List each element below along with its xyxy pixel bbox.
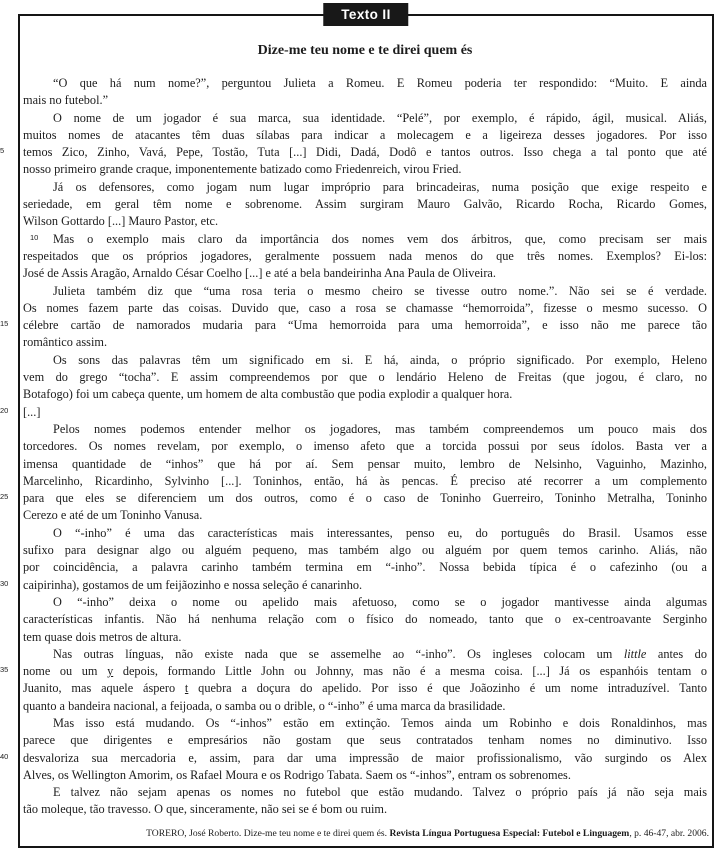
- text-line: [23, 386, 707, 403]
- text-line: [23, 283, 707, 300]
- text-segment: sufixo para designar algo ou alguém pequeno, mas também algo ou alguém por quem temos carinho. Aliás, não: [23, 543, 707, 558]
- text-line: [23, 438, 707, 455]
- text-frame: [0, 7, 714, 848]
- text-segment: Mas o exemplo mais claro da importância dos nomes vem dos árbitros, que, como precisam ser mais: [53, 231, 707, 246]
- text-segment: Marcelinho, Ricardinho, Sylvinho [...]. Toninhos, então, há às pencas. É preciso até recorrer a um complemento: [23, 473, 707, 488]
- text-line: [0, 404, 707, 421]
- text-line: [23, 767, 707, 784]
- text-line: [0, 317, 707, 334]
- text-segment: Pelos nomes podemos entender melhor os jogadores, mas também compreendemos um pouco mais dos: [53, 421, 707, 436]
- text-line: [23, 265, 707, 282]
- text-segment: tem quase dois metros de altura.: [23, 629, 182, 644]
- source-citation: [146, 828, 709, 840]
- text-segment: tão moleque, tão travesso. O que, sinceramente, não sei se é bom ou ruim.: [23, 802, 388, 817]
- text-line: [23, 594, 707, 611]
- text-segment: quanto a bandeira nacional, a feijoada, o samba ou o drible, o “-inho” é uma marca da brasilidade.: [23, 698, 506, 713]
- text-line: [23, 334, 707, 351]
- text-segment: seriedade, em geral têm nome e sobrenome. Assim surgiram Mauro Galvão, Ricardo Rocha, Ricardo Gomes,: [23, 197, 707, 212]
- text-segment: nosso primeiro grande craque, imponentemente batizado como Friedenreich, virou Fried.: [23, 162, 462, 177]
- text-content: [0, 16, 712, 819]
- text-segment: antes do: [646, 646, 707, 661]
- text-label-tab: Texto II: [323, 3, 408, 26]
- text-line: [0, 490, 707, 507]
- text-segment: vem do grego “tocha”. E assim compreendemos por que o lendário Heleno de Freitas (que jogou, é claro, no: [23, 370, 707, 385]
- text-segment: muitos nomes de atacantes têm duas sílabas para indicar a molecagem e a ligeireza desses jogadores. Por isso: [23, 127, 707, 142]
- line-number: 40: [0, 751, 9, 761]
- text-line: [0, 750, 707, 767]
- text-segment: [...]: [23, 404, 41, 419]
- text-segment: parece que dirigentes e empresários não gostam que seus contratados tenham nomes no diminutivo. Isso: [23, 733, 707, 748]
- line-number: 35: [0, 665, 9, 675]
- text-line: [23, 473, 707, 490]
- text-line: [23, 231, 707, 248]
- line-number: 15: [0, 319, 9, 329]
- text-segment: torcedores. Os nomes revelam, por exemplo, o imenso afeto que a torcida possui por seus ídolos. Basta ver a: [23, 439, 707, 454]
- text-segment: Juanito, mas aquele áspero: [23, 681, 185, 696]
- text-segment: Nas outras línguas, não existe nada que se assemelhe ao “-inho”. Os ingleses colocam um: [53, 646, 624, 661]
- text-segment: Os nomes fazem parte das coisas. Duvido que, caso a rosa se chamasse “hemorroida”, fizesse o mesmo sucesso. O: [23, 300, 707, 315]
- text-line: [23, 611, 707, 628]
- text-line: [23, 179, 707, 196]
- text-segment: para que eles se diferenciem um dos outros, como é o caso de Toninho Guerreiro, Toninho Metralha, Toninho: [23, 491, 707, 506]
- text-segment: Alves, os Wellington Amorim, os Rafael Moura e os Rodrigo Tabata. Saem os “-inhos”, entram os sobrenomes.: [23, 767, 571, 782]
- text-line: [23, 732, 707, 749]
- text-segment: Wilson Gottardo [...] Mauro Pastor, etc.: [23, 214, 219, 229]
- text-line: [23, 507, 707, 524]
- text-line: [23, 248, 707, 265]
- text-line: [23, 784, 707, 801]
- text-line: [23, 421, 707, 438]
- text-line: [23, 801, 707, 818]
- text-segment: y: [107, 664, 114, 679]
- text-line: [23, 127, 707, 144]
- text-segment: desvaloriza sua mercadoria e, assim, para dar uma impressão de maior profissionalismo, vão surgindo os Alex: [23, 750, 707, 765]
- text-segment: Os sons das palavras têm um significado em si. E há, ainda, o próprio significado. Por exemplo, Heleno: [53, 352, 707, 367]
- text-segment: célebre cartão de namorados mudaria para “Uma hemorroida para uma hemorroida”, e isso não me parece tão: [23, 318, 707, 333]
- line-number: 5: [0, 146, 5, 156]
- text-line: [23, 213, 707, 230]
- text-line: [23, 456, 707, 473]
- text-line: [23, 559, 707, 576]
- text-segment: E talvez não sejam apenas os nomes no futebol que estão mudando. Talvez o próprio país já não seja mais: [53, 785, 707, 800]
- text-segment: quebra a doçura do apelido. Por isso é que Joãozinho é um nome intraduzível. Tanto: [188, 681, 707, 696]
- text-segment: romântico assim.: [23, 335, 108, 350]
- text-segment: características infantis. Não há nenhuma relação com o físico do nomeado, tanto que o ex-centroavante Serginho: [23, 612, 707, 627]
- text-segment: O nome de um jogador é sua marca, sua identidade. “Pelé”, por exemplo, é rápido, ágil, musical. Aliás,: [53, 110, 707, 125]
- text-segment: mais no futebol.”: [23, 93, 109, 108]
- text-segment: Julieta também diz que “uma rosa teria o mesmo cheiro se tivesse outro nome.”. Não sei se é verdade.: [53, 283, 707, 298]
- text-segment: Já os defensores, como jogam num lugar impróprio para brincadeiras, numa posição que exige respeito e: [53, 179, 707, 194]
- text-line: [23, 680, 707, 697]
- text-line: [0, 577, 707, 594]
- line-number: 30: [0, 578, 9, 588]
- text-line: [23, 646, 707, 663]
- text-line: [23, 161, 707, 178]
- text-segment: caipirinha), gostamos de um feijãozinho e nossa seleção é canarinho.: [23, 577, 363, 592]
- text-segment: “O que há num nome?”, perguntou Julieta a Romeu. E Romeu poderia ter respondido: “Muito. E ainda: [53, 76, 707, 90]
- text-segment: little: [623, 646, 647, 661]
- text-line: [23, 698, 707, 715]
- text-line: [23, 75, 707, 92]
- citation-suffix: , p. 46-47, abr. 2006.: [629, 827, 709, 839]
- text-segment: O “-inho” é uma das características mais interessantes, penso eu, do português do Brasil. Usamos esse: [53, 525, 707, 540]
- text-body: [0, 75, 707, 819]
- citation-journal: Revista Língua Portuguesa Especial: Futebol e Linguagem: [389, 827, 630, 839]
- text-line: [23, 110, 707, 127]
- text-segment: temos Zico, Zinho, Vavá, Pepe, Tostão, Tuta [...] Didi, Dadá, Dodô e tantos outros. Isso chega a tal ponto que até: [23, 145, 707, 160]
- text-segment: por coincidência, a palavra carinho também termina em “-inho”. Nossa bebida típica é o cafezinho (ou a: [23, 560, 707, 575]
- text-line: [0, 144, 707, 161]
- text-line: [23, 196, 707, 213]
- text-line: [23, 352, 707, 369]
- text-segment: imensa quantidade de “inhos” que há por aí. Sem pensar muito, lembro de Nelsinho, Vaguinho, Mazinho,: [23, 456, 707, 471]
- citation-prefix: TORERO, José Roberto. Dize-me teu nome e te direi quem és.: [146, 827, 390, 839]
- text-line: [23, 369, 707, 386]
- text-segment: Mas isso está mudando. Os “-inhos” estão em extinção. Temos ainda um Robinho e dois Ronaldinhos, mas: [53, 715, 707, 730]
- text-segment: Botafogo) foi um cabeça quente, um homem de alta combustão que podia explodir a qualquer hora.: [23, 387, 513, 402]
- text-line: [23, 525, 707, 542]
- text-line: [23, 542, 707, 559]
- text-line: [23, 92, 707, 109]
- text-segment: Cerezo e até de um Toninho Vanusa.: [23, 508, 203, 523]
- text-segment: José de Assis Aragão, Arnaldo César Coelho [...] e até a bela bandeirinha Ana Paula de Oliveira.: [23, 266, 496, 281]
- text-segment: nome ou um: [23, 664, 108, 679]
- text-line: [23, 715, 707, 732]
- line-number: 20: [0, 405, 9, 415]
- text-line: [23, 300, 707, 317]
- text-line: [0, 663, 707, 680]
- text-line: [23, 629, 707, 646]
- line-number: 10: [30, 232, 39, 242]
- line-number: 25: [0, 492, 9, 502]
- text-segment: respeitados que os próprios jogadores, geralmente possuem nada menos do que três nomes. Exemplos? Ei-los:: [23, 248, 707, 263]
- text-segment: O “-inho” deixa o nome ou apelido mais afetuoso, como se o jogador mantivesse ainda algumas: [53, 594, 707, 609]
- text-segment: t: [184, 681, 189, 696]
- text-segment: depois, formando Little John ou Johnny, mas não é a mesma coisa. [...] Já os espanhóis tentam o: [113, 664, 707, 679]
- text-title: Dize-me teu nome e te direi quem és: [257, 43, 473, 58]
